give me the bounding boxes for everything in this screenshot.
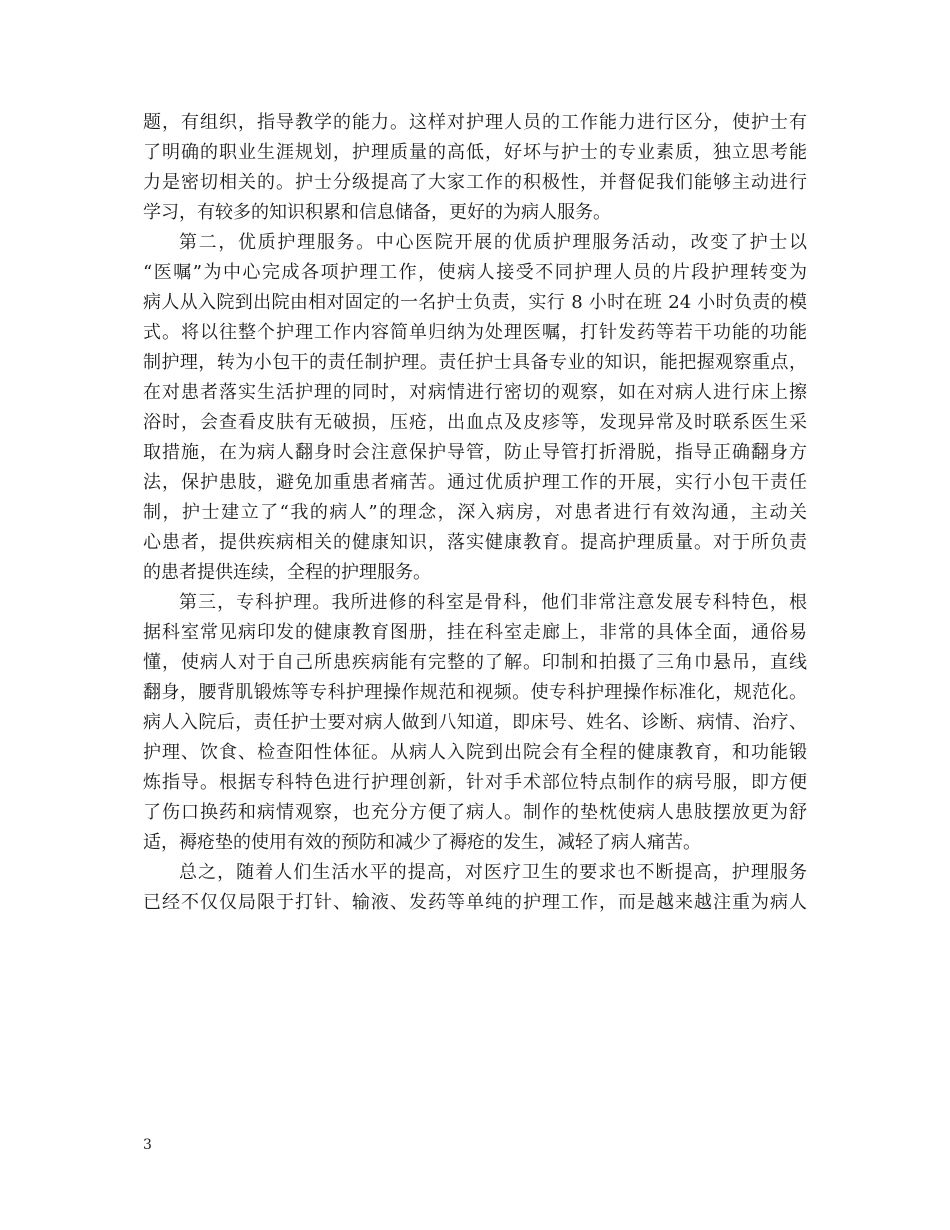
text-line: 病人入院后，责任护士要对病人做到八知道，即床号、姓名、诊断、病情、治疗、 — [143, 712, 807, 733]
paragraph-quality-nursing — [143, 228, 807, 588]
text-line: 据科室常见病印发的健康教育图册，挂在科室走廊上，非常的具体全面，通俗易 — [143, 622, 807, 643]
text-line: 在对患者落实生活护理的同时，对病情进行密切的观察，如在对病人进行床上擦 — [143, 382, 807, 403]
text-line: 制，护士建立了“我的病人”的理念，深入病房，对患者进行有效沟通，主动关 — [143, 502, 807, 523]
text-line: 护理、饮食、检查阳性体征。从病人入院到出院会有全程的健康教育，和功能锻 — [143, 742, 807, 763]
text-line: 懂，使病人对于自己所患疾病能有完整的了解。印制和拍摄了三角巾悬吊，直线 — [143, 652, 807, 673]
text-line: 学习，有较多的知识积累和信息储备，更好的为病人服务。 — [143, 202, 611, 223]
text-line: 已经不仅仅局限于打针、输液、发药等单纯的护理工作，而是越来越注重为病人 — [143, 892, 807, 913]
text-line: 第二，优质护理服务。中心医院开展的优质护理服务活动，改变了护士以 — [179, 232, 807, 253]
text-line: 了明确的职业生涯规划，护理质量的高低，好坏与护士的专业素质，独立思考能 — [143, 142, 807, 163]
text-line: 取措施，在为病人翻身时会注意保护导管，防止导管打折滑脱，指导正确翻身方 — [143, 442, 807, 463]
paragraph-conclusion — [143, 858, 807, 918]
text-line: 第三，专科护理。我所进修的科室是骨科，他们非常注意发展专科特色，根 — [179, 592, 807, 613]
text-line: 式。将以往整个护理工作内容简单归纳为处理医嘱，打针发药等若干功能的功能 — [143, 322, 807, 343]
text-line: 题，有组织，指导教学的能力。这样对护理人员的工作能力进行区分，使护士有 — [143, 112, 807, 133]
text-line: 浴时，会查看皮肤有无破损，压疮，出血点及皮疹等，发现异常及时联系医生采 — [143, 412, 807, 433]
paragraph-continuation — [143, 108, 807, 228]
text-line: 翻身，腰背肌锻炼等专科护理操作规范和视频。使专科护理操作标准化，规范化。 — [143, 682, 807, 703]
text-line: 的患者提供连续，全程的护理服务。 — [143, 562, 431, 583]
text-line: 制护理，转为小包干的责任制护理。责任护士具备专业的知识，能把握观察重点， — [143, 352, 807, 373]
page-number: 3 — [143, 1137, 152, 1153]
text-line: 总之，随着人们生活水平的提高，对医疗卫生的要求也不断提高，护理服务 — [179, 862, 807, 883]
text-line: 炼指导。根据专科特色进行护理创新，针对手术部位特点制作的病号服，即方便 — [143, 772, 807, 793]
paragraph-specialty-nursing — [143, 588, 807, 858]
text-line: 法，保护患肢，避免加重患者痛苦。通过优质护理工作的开展，实行小包干责任 — [143, 472, 807, 493]
text-line: 适，褥疮垫的使用有效的预防和减少了褥疮的发生，减轻了病人痛苦。 — [143, 832, 701, 853]
document-body — [143, 108, 807, 918]
text-line: 心患者，提供疾病相关的健康知识，落实健康教育。提高护理质量。对于所负责 — [143, 532, 807, 553]
text-line: 了伤口换药和病情观察，也充分方便了病人。制作的垫枕使病人患肢摆放更为舒 — [143, 802, 807, 823]
text-line: 病人从入院到出院由相对固定的一名护士负责，实行 8 小时在班 24 小时负责的模 — [143, 292, 807, 313]
text-line: 力是密切相关的。护士分级提高了大家工作的积极性，并督促我们能够主动进行 — [143, 172, 807, 193]
text-line: “医嘱”为中心完成各项护理工作，使病人接受不同护理人员的片段护理转变为 — [143, 262, 807, 283]
